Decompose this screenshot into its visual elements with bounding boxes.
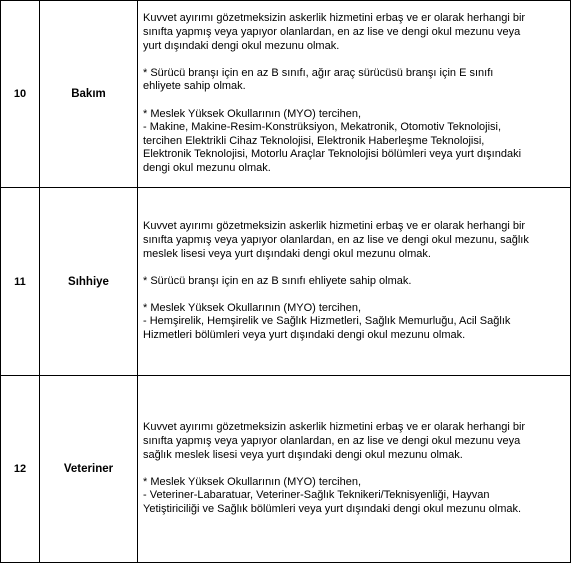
requirement-paragraph: * Meslek Yüksek Okullarının (MYO) tercihen, - Makine, Makine-Resim-Konstrüksiyon, Mekatronik, Otomotiv Teknolojisi, tercihen Elektrikli Cihaz Teknolojisi, Elektronik Haberleşme Teknolojisi, Elektronik Teknolojisi, Motorlu Araçlar Teknolojisi bölümleri veya yurt dışındaki dengi okul mezunu olmak. <box>143 107 522 174</box>
row-number: 12 <box>1 376 40 563</box>
requirement-paragraph: Kuvvet ayırımı gözetmeksizin askerlik hizmetini erbaş ve er olarak herhangi bir sınıfta yapmış veya yapıyor olanlardan, en az lise ve dengi okul mezunu veya sağlık meslek lisesi veya yurt dışındaki dengi okul mezunu olmak. <box>143 421 526 461</box>
requirements-cell <box>138 1 571 188</box>
requirements-cell <box>138 376 571 563</box>
table-row <box>1 188 571 376</box>
branch-name: Sıhhiye <box>40 188 138 376</box>
row-number: 10 <box>1 1 40 188</box>
row-number: 11 <box>1 188 40 376</box>
table-row <box>1 376 571 563</box>
requirements-cell <box>138 188 571 376</box>
table-row <box>1 1 571 188</box>
requirement-paragraph: * Meslek Yüksek Okullarının (MYO) tercihen, - Veteriner-Labaratuar, Veteriner-Sağlık Teknikeri/Teknisyenliği, Hayvan Yetiştiriciliği ve Sağlık bölümleri veya yurt dışındaki dengi okul mezunu olmak. <box>143 475 522 515</box>
requirement-paragraph: * Sürücü branşı için en az B sınıfı, ağır araç sürücüsü branşı için E sınıfı ehliyete sahip olmak. <box>143 66 494 93</box>
requirement-paragraph: * Sürücü branşı için en az B sınıfı ehliyete sahip olmak. <box>143 274 412 287</box>
requirement-paragraph: * Meslek Yüksek Okullarının (MYO) tercihen, - Hemşirelik, Hemşirelik ve Sağlık Hizmetleri, Sağlık Memurluğu, Acil Sağlık Hizmetleri bölümleri veya yurt dışındaki dengi okul mezunu olmak. <box>143 301 511 342</box>
branch-name: Veteriner <box>40 376 138 563</box>
requirement-paragraph: Kuvvet ayırımı gözetmeksizin askerlik hizmetini erbaş ve er olarak herhangi bir sınıfta yapmış veya yapıyor olanlardan, en az lise ve dengi okul mezunu, sağlık meslek lisesi veya yurt dışındaki dengi okul mezunu olmak. <box>143 220 529 260</box>
requirement-paragraph: Kuvvet ayırımı gözetmeksizin askerlik hizmetini erbaş ve er olarak herhangi bir sınıfta yapmış veya yapıyor olanlardan, en az lise ve dengi okul mezunu veya yurt dışındaki dengi okul mezunu olmak. <box>143 12 526 52</box>
branch-name: Bakım <box>40 1 138 188</box>
